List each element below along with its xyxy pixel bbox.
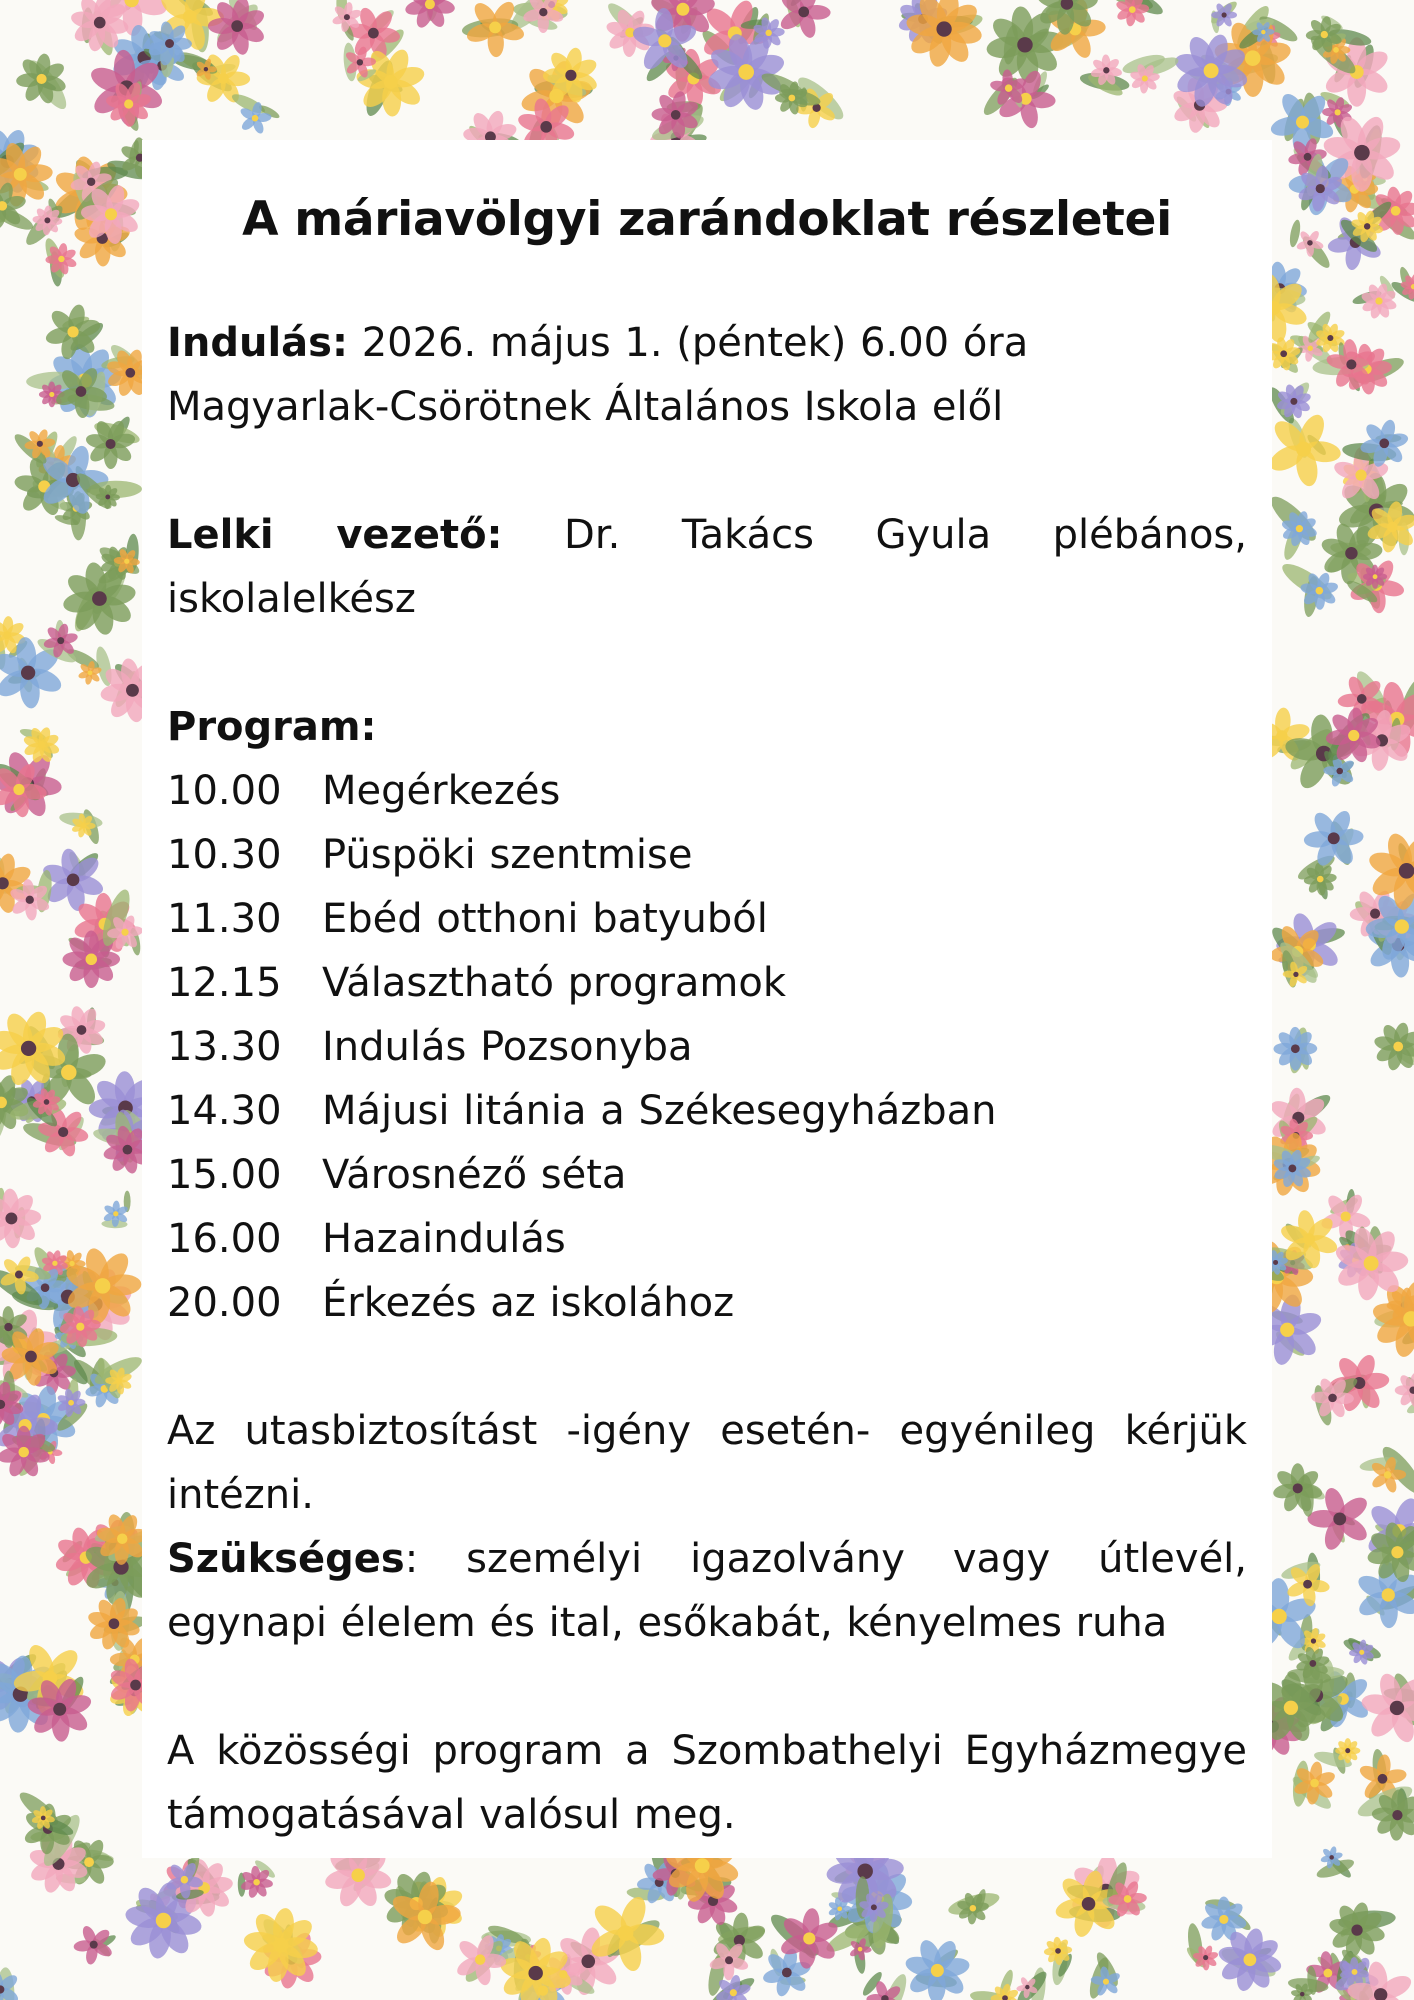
program-event: Hazaindulás — [322, 1216, 566, 1263]
flower-shape — [1273, 1027, 1317, 1071]
program-event: Májusi litánia a Székesegyházban — [322, 1088, 997, 1135]
departure-section — [167, 311, 1247, 439]
required-label: Szükséges — [167, 1536, 405, 1583]
program-event: Ebéd otthoni batyuból — [322, 896, 768, 943]
departure-location: Magyarlak-Csörötnek Általános Iskola elől — [167, 384, 1004, 431]
page-title: A máriavölgyi zarándoklat részletei — [242, 192, 1172, 247]
program-label: Program: — [167, 704, 377, 751]
program-time: 10.30 — [167, 832, 282, 879]
program-item — [167, 887, 1247, 951]
program-item — [167, 823, 1247, 887]
footer-note: A közösségi program a Szombathelyi Egyházmegye támogatásával valósul meg. — [167, 1728, 1247, 1839]
program-section — [167, 695, 1247, 1335]
leader-text: Dr. Takács Gyula plébános, iskolalelkész — [167, 512, 1247, 623]
program-event: Választható programok — [322, 960, 787, 1007]
flower-shape — [1373, 1021, 1414, 1072]
flower-shape — [0, 1188, 42, 1248]
program-item — [167, 1207, 1247, 1271]
leader-label: Lelki vezető: — [167, 512, 503, 559]
flower-shape — [1335, 1738, 1360, 1763]
flower-shape — [86, 1596, 141, 1651]
program-time: 11.30 — [167, 896, 282, 943]
flower-shape — [904, 1937, 972, 2000]
program-item — [167, 759, 1247, 823]
required-text: : személyi igazolvány vagy útlevél, egynapi élelem és ital, esőkabát, kényelmes ruha — [167, 1536, 1247, 1647]
program-item — [167, 1079, 1247, 1143]
flower-shape — [1272, 1463, 1324, 1514]
program-time: 13.30 — [167, 1024, 282, 1071]
content-card — [142, 140, 1272, 1858]
program-event: Érkezés az iskolához — [322, 1280, 735, 1327]
insurance-note: Az utasbiztosítást -igény esetén- egyénileg kérjük intézni. — [167, 1408, 1247, 1519]
leader-section — [167, 503, 1247, 631]
program-time: 12.15 — [167, 960, 282, 1007]
program-time: 20.00 — [167, 1280, 282, 1327]
flower-shape — [1363, 565, 1387, 589]
flower-shape — [1328, 1901, 1386, 1959]
program-time: 15.00 — [167, 1152, 282, 1199]
departure-label: Indulás: — [167, 320, 348, 367]
flower-shape — [990, 1983, 1019, 2000]
flower-shape — [1366, 1521, 1414, 1584]
program-event: Indulás Pozsonyba — [322, 1024, 693, 1071]
flower-shape — [1395, 1371, 1414, 1409]
program-list — [167, 759, 1247, 1335]
program-event: Püspöki szentmise — [322, 832, 693, 879]
program-item — [167, 1015, 1247, 1079]
flower-shape — [777, 0, 830, 40]
flower-shape — [1266, 411, 1342, 488]
departure-time: 2026. május 1. (péntek) 6.00 óra — [347, 320, 1029, 367]
program-event: Városnéző séta — [322, 1152, 627, 1199]
program-item — [167, 1143, 1247, 1207]
program-time: 14.30 — [167, 1088, 282, 1135]
program-item — [167, 1271, 1247, 1335]
program-time: 16.00 — [167, 1216, 282, 1263]
flower-shape — [404, 0, 456, 30]
flower-shape — [44, 303, 102, 361]
required-section — [167, 1527, 1247, 1655]
program-time: 10.00 — [167, 768, 282, 815]
program-event: Megérkezés — [322, 768, 561, 815]
program-item — [167, 951, 1247, 1015]
flower-shape — [208, 0, 267, 56]
